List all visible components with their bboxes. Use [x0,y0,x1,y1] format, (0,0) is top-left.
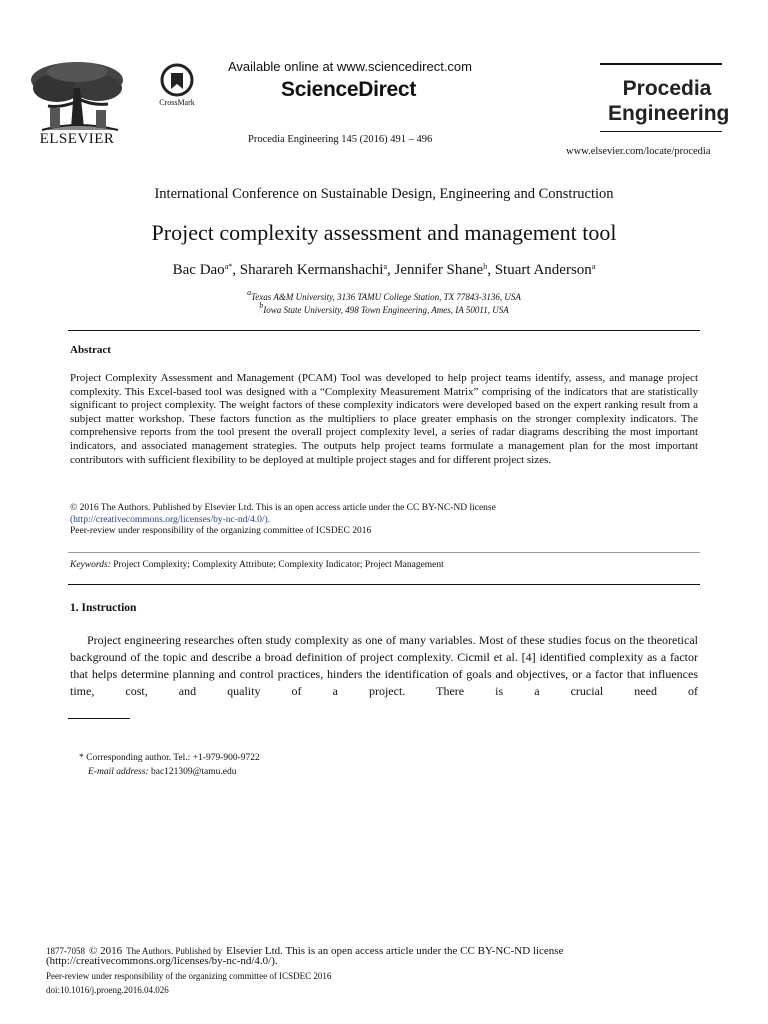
footnote-email: E-mail address: bac121309@tamu.edu [88,767,237,777]
author: Bac Dao$^{a*}$, [172,262,240,278]
footer-peer-review: Peer-review under responsibility of the organizing committee of ICSDEC 2016 [46,971,332,981]
author: Stuart Anderson$^a$ [494,262,596,278]
license-link[interactable]: (http://creativecommons.org/licenses/by-nc-nd/4.0/). [70,514,271,525]
journal-url-link[interactable]: www.elsevier.com/locate/procedia [566,146,711,157]
keywords: Keywords: Project Complexity; Complexity Attribute; Complexity Indicator; Project Management [70,560,444,570]
journal-title: Procedia Engineering [608,77,730,125]
abstract-text: Project Complexity Assessment and Management (PCAM) Tool was developed to help project teams identify, assess, and manage project complexity. This Excel-based tool was designed with a “Complexity Measurement Matrix” comprising of the indicators that are statistically significant to project complexity. The weight factors of these complexity indicators were developed based on the expert ranking result from a subject matter workshop. These factors function as the multipliers to place greater emphasis on the stronger complexity indicators. The comprehensive reports from the tool present the overall project complexity level, a series of radar diagrams describing the most important indicators, and associated management strategies. The outputs help project teams formulate a management plan for the most important contributors with sufficient flexibility to be deployed at multiple project stages and for different project sizes. [70,372,698,466]
affiliation-a: $^a$Texas A&M University, 3136 TAMU College Station, TX 77843-3136, USA [247,288,521,302]
author-list [0,262,768,279]
copyright-notice: © 2016 The Authors. Published by Elsevier Ltd. This is an open access article under the CC BY-NC-ND license (http://creativecommons.org/licenses/by-nc-nd/4.0/). Peer-review under responsibility of the organizing committee of ICSDEC 2016 [70,503,698,538]
footer-license-link[interactable]: (http://creativecommons.org/licenses/by-nc-nd/4.0/). [46,955,278,967]
available-online-text: Available online at www.sciencedirect.com [228,59,472,74]
elsevier-wordmark: ELSEVIER [39,131,115,147]
abstract-heading: Abstract [70,344,111,356]
footnote-rule [68,718,130,719]
conference-name: International Conference on Sustainable Design, Engineering and Construction [154,186,614,202]
crossmark-label: CrossMark [159,98,195,107]
journal-title-top-rule [600,63,722,65]
divider [68,330,700,331]
footnote-corresponding: * Corresponding author. Tel.: +1-979-900-9722 [79,753,260,763]
divider [68,584,700,585]
footer-doi[interactable]: doi:10.1016/j.proeng.2016.04.026 [46,985,169,995]
divider [68,552,700,553]
body-paragraph: Project engineering researches often study complexity as one of many variables. Most of these studies focus on the theoretical background of the topic and describe a broad definition of project complexity. Cicmil et al. [4] identified complexity as a factor that helps determine planning and control practices, hinders the identification of goals and objectives, or a factor that influences time, cost, and quality of a project. There is a crucial need of [70,633,698,699]
author: Jennifer Shane$^b$, [394,262,495,278]
affiliation-b: $^b$Iowa State University, 498 Town Engineering, Ames, IA 50011, USA [259,301,509,315]
section-heading: 1. Instruction [70,602,137,614]
journal-title-bottom-rule [600,131,722,132]
sciencedirect-logo: ScienceDirect [281,78,417,101]
footer-copyright: 1877-7058 © 2016 The Authors. Published by Elsevier Ltd. This is an open access article under the CC BY-NC-ND license [46,945,564,957]
paper-title: Project complexity assessment and management tool [151,220,617,245]
author: Sharareh Kermanshachi$^a$, [239,262,395,278]
journal-reference: Procedia Engineering 145 (2016) 491 – 496 [248,134,433,145]
